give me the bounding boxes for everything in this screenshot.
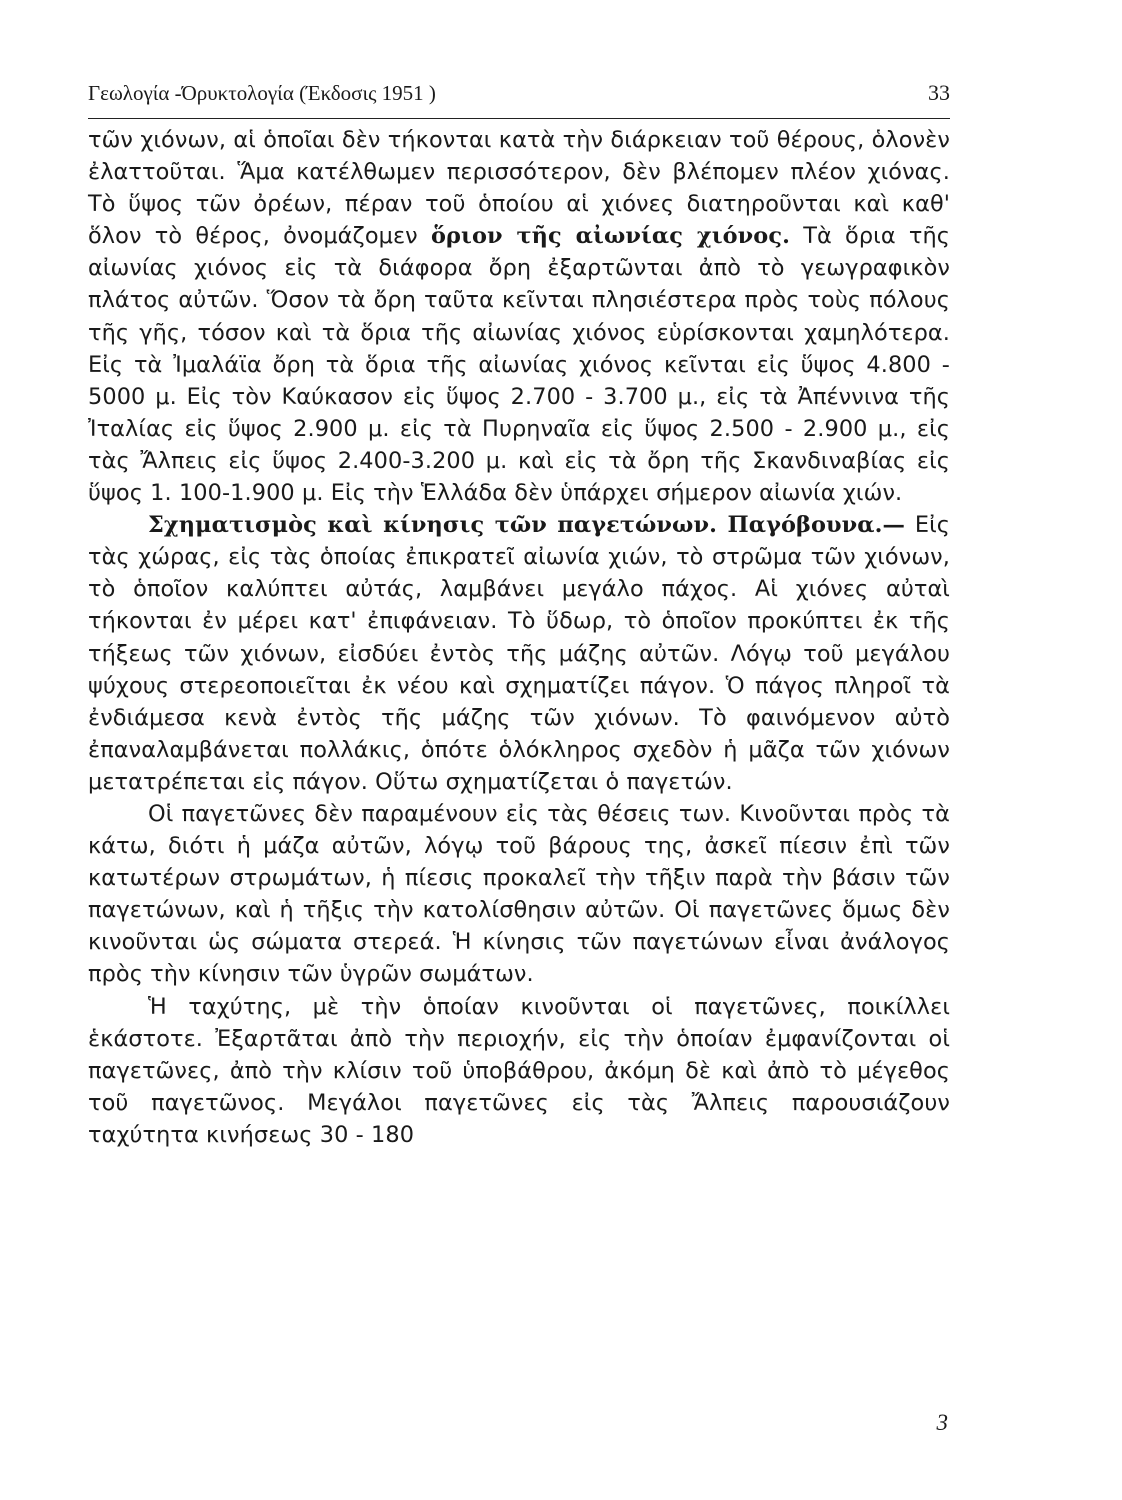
running-title: Γεωλογία -Όρυκτολογία (Έκδοσις 1951 ) <box>88 81 436 105</box>
paragraph-glacier-movement <box>88 798 950 991</box>
running-header <box>88 80 950 106</box>
paragraph-snow-line <box>88 124 950 509</box>
paragraph-text: Ἡ ταχύτης, μὲ τὴν ὁποίαν κινοῦνται οἱ παγετῶνες, ποικίλλει ἑκάστοτε. Ἐξαρτᾶται ἀπὸ τὴν περιοχήν, εἰς τὴν ὁποίαν ἐμφανίζονται οἱ παγετῶνες, ἀπὸ τὴν κλίσιν τοῦ ὑποβάθρου, ἀκόμη δὲ καὶ ἀπὸ τὸ μέγεθος τοῦ παγετῶνος. Μεγάλοι παγετῶνες εἰς τὰς Ἄλπεις παρουσιάζουν ταχύτητα κινήσεως 30 - 180 <box>88 993 950 1148</box>
paragraph-text: Εἰς τὰς χώρας, εἰς τὰς ὁποίας ἐπικρατεῖ αἰωνία χιών, τὸ στρῶμα τῶν χιόνων, τὸ ὁποῖον καλύπτει αὐτάς, λαμβάνει μεγάλο πάχος. Αἱ χιόνες αὐταὶ τήκονται ἐν μέρει κατ' ἐπιφάνειαν. Τὸ ὕδωρ, τὸ ὁποῖον προκύπτει ἐκ τῆς τήξεως τῶν χιόνων, εἰσδύει ἐντὸς τῆς μάζης αὐτῶν. Λόγῳ τοῦ μεγάλου ψύχους στερεοποιεῖται ἐκ νέου καὶ σχηματίζει πάγον. Ὁ πάγος πληροῖ τὰ ἐνδιάμεσα κενὰ ἐντὸς τῆς μάζης τῶν χιόνων. Τὸ φαινόμενον αὐτὸ ἐπαναλαμβάνεται πολλάκις, ὁπότε ὁλόκληρος σχεδὸν ἡ μᾶζα τῶν χιόνων μετατρέπεται εἰς πάγον. Οὕτω σχηματίζεται ὁ παγετών. <box>88 512 950 795</box>
page-number: 33 <box>928 80 950 105</box>
paragraph-text: τῶν χιόνων, αἱ ὁποῖαι δὲν τήκονται κατὰ τὴν διάρκειαν τοῦ θέρους, ὁλονὲν ἐλαττοῦται. Ἅμα κατέλθωμεν περισσότερον, δὲν βλέπομεν πλέον χιόνας. Τὸ ὕψος τῶν ὀρέων, πέραν τοῦ ὁποίου αἱ χιόνες διατηροῦνται καὶ καθ' ὅλον τὸ θέρος, ὀνομάζομεν <box>88 127 950 250</box>
bold-term: ὅριον τῆς αἰωνίας χιόνος. <box>431 223 790 250</box>
signature-mark: 3 <box>936 1410 948 1435</box>
paragraph-glacier-formation <box>88 509 950 798</box>
header-rule <box>88 118 950 119</box>
paragraph-text: Τὰ ὅρια τῆς αἰωνίας χιόνος εἰς τὰ διάφορα ὄρη ἐξαρτῶνται ἀπὸ τὸ γεωγραφικὸν πλάτος αὐτῶν. Ὅσον τὰ ὄρη ταῦτα κεῖνται πλησιέστερα πρὸς τοὺς πόλους τῆς γῆς, τόσον καὶ τὰ ὅρια τῆς αἰωνίας χιόνος εὑρίσκονται χαμηλότερα. Εἰς τὰ Ἰμαλάϊα ὄρη τὰ ὅρια τῆς αἰωνίας χιόνος κεῖνται εἰς ὕψος 4.800 - 5000 μ. Εἰς τὸν Καύκασον εἰς ὕψος 2.700 - 3.700 μ., εἰς τὰ Ἀπέννινα τῆς Ἰταλίας εἰς ὕψος 2.900 μ. εἰς τὰ Πυρηναῖα εἰς ὕψος 2.500 - 2.900 μ., εἰς τὰς Ἄλπεις εἰς ὕψος 2.400-3.200 μ. καὶ εἰς τὰ ὄρη τῆς Σκανδιναβίας εἰς ὕψος 1. 100-1.900 μ. Εἰς τὴν Ἑλλάδα δὲν ὑπάρχει σήμερον αἰωνία χιών. <box>88 223 951 507</box>
paragraph-text: Οἱ παγετῶνες δὲν παραμένουν εἰς τὰς θέσεις των. Κινοῦνται πρὸς τὰ κάτω, διότι ἡ μάζα αὐτῶν, λόγῳ τοῦ βάρους της, ἀσκεῖ πίεσιν ἐπὶ τῶν κατωτέρων στρωμάτων, ἡ πίεσις προκαλεῖ τὴν τῆξιν παρὰ τὴν βάσιν τῶν παγετώνων, καὶ ἡ τῆξις τὴν κατολίσθησιν αὐτῶν. Οἱ παγετῶνες ὅμως δὲν κινοῦνται ὡς σώματα στερεά. Ἡ κίνησις τῶν παγετώνων εἶναι ἀνάλογος πρὸς τὴν κίνησιν τῶν ὑγρῶν σωμάτων. <box>88 800 950 988</box>
paragraph-glacier-speed <box>88 991 950 1151</box>
section-heading: Σχηματισμὸς καὶ κίνησις τῶν παγετώνων. Παγόβουνα.— <box>148 512 905 539</box>
body-text <box>88 124 950 1151</box>
